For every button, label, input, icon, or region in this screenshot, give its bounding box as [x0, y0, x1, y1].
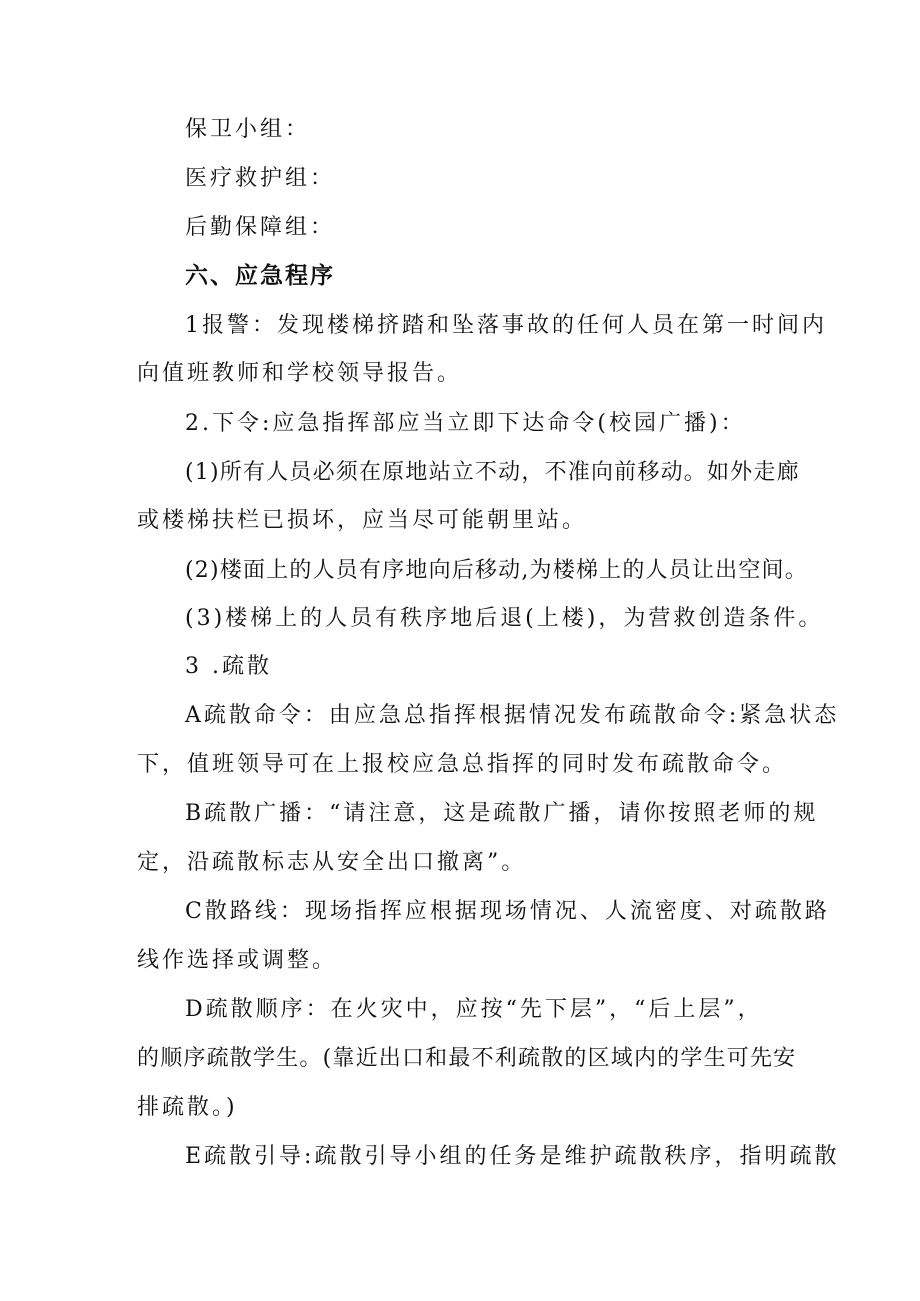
para-d-line3: 排疏散。) [137, 1095, 238, 1120]
para-item1-line2: 或楼梯扶栏已损坏，应当尽可能朝里站。 [137, 508, 588, 533]
para-b-line2: 定，沿疏散标志从安全出口撤离”。 [137, 850, 527, 875]
para-alarm-line2: 向值班教师和学校领导报告。 [137, 361, 463, 386]
para-alarm-line1: 1报警：发现楼梯挤踏和坠落事故的任何人员在第一时间内 [185, 313, 827, 338]
para-d-line1: D疏散顺序：在火灾中，应按“先下层”，“后上层”， [185, 997, 763, 1022]
para-a-line2: 下，值班领导可在上报校应急总指挥的同时发布疏散命令。 [137, 752, 788, 777]
para-order: 2.下令:应急指挥部应当立即下达命令(校园广播)： [185, 411, 746, 436]
para-item3: (3)楼梯上的人员有秩序地后退(上楼)，为营救创造条件。 [185, 606, 824, 631]
para-evacuate-heading: 3 .疏散 [185, 654, 272, 679]
para-item2: (2)楼面上的人员有序地向后移动,为楼梯上的人员让出空间。 [185, 558, 808, 583]
para-a-line1: A疏散命令：由应急总指挥根据情况发布疏散命令:紧急状态 [185, 703, 840, 728]
para-item1-line1: (1)所有人员必须在原地站立不动，不准向前移动。如外走廊 [185, 460, 800, 485]
para-d-line2: 的顺序疏散学生。(靠近出口和最不利疏散的区域内的学生可先安 [137, 1046, 797, 1071]
para-c-line2: 线作选择或调整。 [137, 948, 338, 973]
section-heading: 六、应急程序 [185, 263, 335, 289]
para-c-line1: C散路线：现场指挥应根据现场情况、人流密度、对疏散路 [185, 899, 830, 924]
para-b-line1: B疏散广播：“请注意，这是疏散广播，请你按照老师的规 [185, 801, 819, 826]
para-e-line1: E疏散引导:疏散引导小组的任务是维护疏散秩序，指明疏散 [185, 1144, 840, 1169]
group-logistics: 后勤保障组： [185, 215, 336, 240]
group-security: 保卫小组： [185, 117, 311, 142]
group-medical: 医疗救护组： [185, 166, 336, 191]
